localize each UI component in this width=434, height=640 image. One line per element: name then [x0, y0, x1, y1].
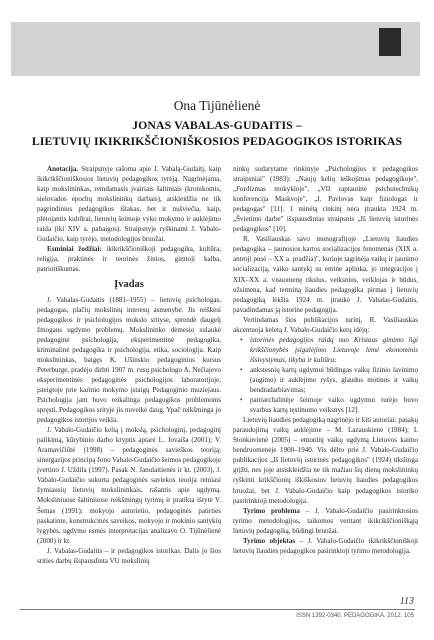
header-band	[11, 22, 420, 76]
research-object-label: Tyrimo objektas	[243, 536, 296, 545]
right-column	[233, 164, 418, 556]
keywords-paragraph	[37, 244, 221, 274]
annotation-text: Straipsnyje rašoma apie J. Vabalą-Gudaitį, kaip ikikrikščioniškosios lietuvių pedagogikos tyrėją. Nagrinėjama, kaip mokslininkas, remdamasis įvairiais šaltiniais (kronikomis, sielovados epochų mokslininkų darbais), atskleidžia ne tik pagrindinius pedagogikos ištakas, bet ir nušviečia, kaip, plėtojantis kultūrai, lietuvių šeimoje vyko mokymo ir auklėjimo raida (iki XIV a. pabaigos). Straipsnyje ryškinami J. Vabalo-Gudaičio, kaip tyrėjo, metodologijos bruožai.	[37, 165, 221, 244]
list-item: • istorinės pedagogijos raidą nuo Kristaus gimimo ligi krikščionybės įsigalėjimo Lietuvoje lėmė ekonominis išsivystymas, tikyba ir kultūra;	[233, 335, 418, 365]
title-line-2: LIETUVIŲ IKIKRIKŠČIONIŠKOSIOS PEDAGOGIKOS ISTORIKAS	[31, 134, 403, 148]
list-item: • patriarchalinėje šeimoje vaiko ugdymui turėjo buvo svarbus kartų tęstinumo veiksnys [12].	[233, 395, 418, 415]
list-item: • ankstesnių kartų ugdymui būdingas vaikų fizinio lavinimo (augimo) ir auklėjimo ryšys, glaudus motinos ir vaikų bendradarbiavimas;	[233, 365, 418, 395]
research-object-paragraph	[233, 536, 418, 556]
research-problem-paragraph	[233, 506, 418, 536]
intro-paragraph-1: J. Vabalas-Gudaitis (1881–1955) – lietuvių psichologas, pedagogas, plačių mokslinių interesų asmenybė. Jis reiškėsi pedagogikos ir psichologijos mokslo srityse, sprendė daugelį žmogaus ugdymo problemų. Mokslininko dėmesio sulaukė pedagoginė psichologija, eksperimentinė pedagogika, kriminalinė pedagogika ir psichologija, etika, sociologija. Kaip mokslininkas, baigęs K. Ušinskio pedagoginius kursus Peterburge, pradėjo dirbti 1907 m. rusų psichologo A. Nečiajevo eksperimentinės pedagoginės psichologijos laboratorijoje, įsteigtoje prie karinio mokymo įstaigų Pedagoginio muziejaus. Psichologija jam buvo reikalinga pedagogikos problemoms spręsti. Pedagogikos srityje jis nuveikė daug. Ypač reikšminga jo pedagogikos istorijos veikla.	[37, 295, 221, 425]
keywords-label: Esminiai žodžiai:	[47, 245, 102, 254]
intro-heading: Įvadas	[114, 278, 144, 290]
idea-list	[233, 335, 418, 415]
right-paragraph-3: Vertindamas šios publikacijos turinį, R. Vasiliauskas akcentuoja keletą J. Vabalo-Gudaičio ketų idėjų:	[233, 315, 418, 334]
intro-paragraph-2: J. Vabalo-Gudaičio kelią į mokslą, psichologinį, pedagoginį palikimą, kūrybinio darbo kryptis aptarė L. Jovaiša (2001); V. Aramavičiūtė (1998) – pedagoginės savieškos teoriją; sinergazijos principą Jono Vabalo-Gudaičio šeimos pedagogikoje įvertino J. Uždila (1997). Pasak N. Janulaitienės ir kt. (2003), J. Vabalo-Gudaičio sukurta pedagoginės saviekos teorija remiasi žymiausių lietuvių mokslininkais, rašantis apie ugdymą. Moksliniuose šaltiniuose reikšmingų tyrimų ir pratikta išrytė V. Šemas (1991); mokyojo autorietio, pedagoginės patirties paskatinte, konstrukcinės saveikos, mokyojo ir mokinio santykių lygybės, ugdymo esmės interpretacijas analizavo O. Tijūnėlienė (2000) ir kt.	[37, 426, 221, 545]
article-title	[0, 117, 434, 149]
right-paragraph-1: ninkų sudarytame rinkinyje „Psichologijos ir pedagogikos straipsniai" (1983): „Naujų kelių ieškojimas pedagogikoje", „Fordizmas mokykloje", „VII raptautinė psichotechnikų konferencija Maskvoje", „I. Pavlovas kaip fiziologas ir pedagogas" [11]. 1 minėtą rinkinį nėra įtraukta 1924 m. „Švietimo darbe" išspausdintas straipsnis „Iš lietuvių istorinės pedagogikos" [10].	[233, 165, 418, 234]
intro-paragraph-3: J. Vabalas-Gudaitis – ir pedagogikos istorikas. Dalis jo šios srities darbų išspausdinta VU mokslinių	[37, 546, 221, 565]
page-number: 113	[399, 596, 414, 607]
right-paragraph-4: Lietuvių liaudies pedagogiką nagrinėjo ir kiti autoriai: pasakų paraudojimą vaikų auklėjime – M. Lazauskienė (1984); I. Stonkuvienė (2005) – etnoninį vaikų ugdymą Lietuvos kaimo bendruomenėje 1900–1940. Vis dėlto prie J. Vabalo-Gudaičio publikacijos „Iš lietuvių istorinės pedagogikos" (1924) tikslinga grįžti, nes joje atsiskleidžia ne tik mažiau šių dienų mokslininkų ryškinti krikščionių iškiškosios lietuvių liaudies pedagogikos bruožai, bet J. Vabalo-Gudaičio kaip pedagogikos istoriko pastirinktoji metodologija.	[233, 416, 418, 505]
research-object-text: – J. Vabalo-Gudaičio ikikrikščioniškoji lietuvių liaudies pedagogikos pasirinktoji tyrimo metodologija.	[233, 536, 418, 555]
keywords-text: ikikrikščioniškoji pedagogika, kultūra, religija, praktinės ir teorinės žinios, gimtoji kalba, patriotiškumas.	[37, 245, 221, 274]
research-problem-label: Tyrimo problema	[243, 506, 300, 515]
annotation-label: Anotacija.	[47, 165, 79, 173]
right-paragraph-2: R. Vasiliauskas savo monografijoje „Lietuvių liaudies pedagogika – jaunosios kartos socializacijos fenomenas (XIX a. antroji pusė – XX a. pradžia)", kurioje tagrinėja vaikų ir jaunimo socializaciją, vaiko santykį su emine aplinka, jo integracijos į XIX–XX a. visuomenę tikslus, veiksnius, veiklojas ir būdus, užsimena, kad terminą liaudies pedagogika pirmas į lietuvių pedagogiką lėkšta 1924 m. įtraukė J. Vabalas-Gudaitis, pavadindamas ją istorine pedagogija.	[233, 235, 418, 314]
research-problem-text: – J. Vabalo-Gudaičio pasirinktosios tyrimo metodologijos, taikomos veritant ikikrikščioniškąją lietuvių pedagogiką, būdingi bruožai.	[233, 506, 418, 535]
issn-line: ISSN 1392-0340. PEDAGOGIKA. 2012. 105	[296, 613, 414, 619]
title-line-1: JONAS VABALAS-GUDAITIS –	[132, 118, 302, 132]
left-column	[37, 164, 221, 566]
annotation-paragraph	[37, 164, 221, 244]
article-author: Ona Tijūnėlienė	[173, 98, 261, 113]
footer-divider	[20, 609, 415, 610]
header-square-mark	[379, 28, 401, 56]
